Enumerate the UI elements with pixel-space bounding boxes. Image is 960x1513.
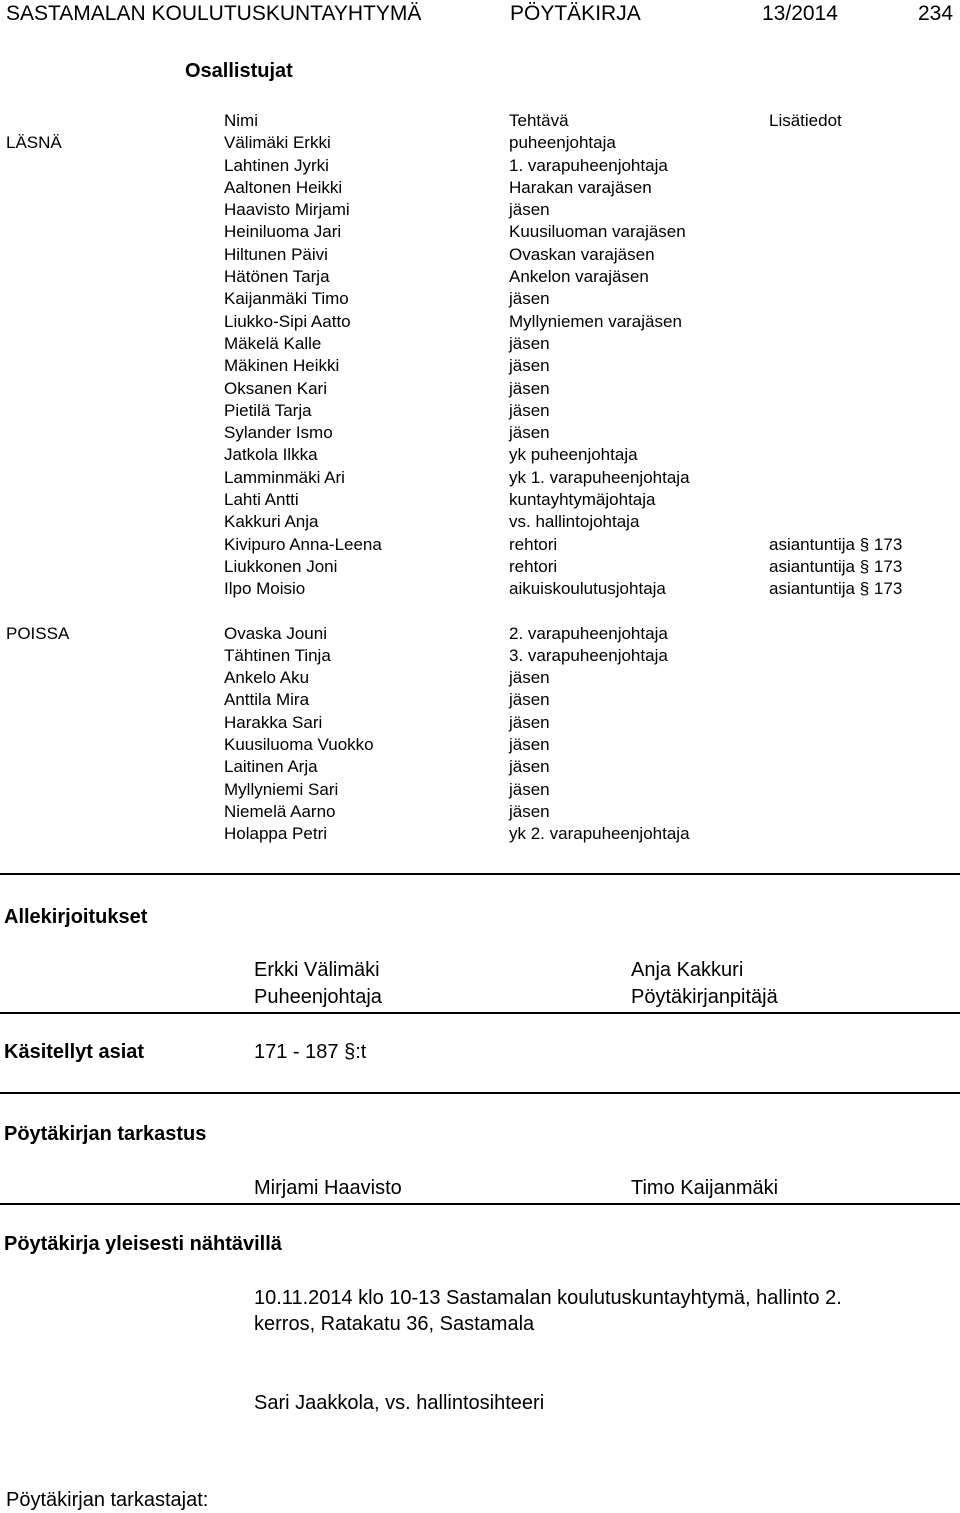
participant-role: jäsen xyxy=(509,356,550,376)
column-header-role: Tehtävä xyxy=(509,111,569,130)
participants-title: Osallistujat xyxy=(185,60,293,82)
participant-name: Lahti Antti xyxy=(224,490,299,510)
participant-name: Hätönen Tarja xyxy=(224,267,330,287)
participant-role: jäsen xyxy=(509,690,550,710)
participant-role: jäsen xyxy=(509,735,550,755)
public-display-line-2: kerros, Ratakatu 36, Sastamala xyxy=(254,1313,535,1335)
participant-name: Ovaska Jouni xyxy=(224,623,327,643)
participant-name: Hiltunen Päivi xyxy=(224,244,328,264)
divider xyxy=(0,873,960,875)
participant-role: vs. hallintojohtaja xyxy=(509,512,640,532)
page-number: 234 xyxy=(918,2,954,25)
attendance-table xyxy=(0,110,960,846)
table-row xyxy=(0,734,960,756)
table-row xyxy=(0,689,960,711)
table-row xyxy=(0,667,960,689)
absent-list xyxy=(0,623,960,846)
table-row xyxy=(0,266,960,288)
participant-role: Kuusiluoman varajäsen xyxy=(509,222,686,242)
table-row xyxy=(0,467,960,489)
table-row xyxy=(0,400,960,422)
table-row xyxy=(0,578,960,600)
table-row xyxy=(0,244,960,266)
participant-name: Laitinen Arja xyxy=(224,757,318,777)
table-row xyxy=(0,489,960,511)
participant-name: Heiniluoma Jari xyxy=(224,222,342,242)
participant-info: asiantuntija § 173 xyxy=(769,579,903,599)
public-display-signer: Sari Jaakkola, vs. hallintosihteeri xyxy=(254,1392,545,1414)
table-row xyxy=(0,444,960,466)
participant-name: Liukko-Sipi Aatto xyxy=(224,311,351,331)
participant-name: Aaltonen Heikki xyxy=(224,177,343,197)
table-row xyxy=(0,221,960,243)
organization-name: SASTAMALAN KOULUTUSKUNTAYHTYMÄ xyxy=(6,2,422,25)
participant-name: Niemelä Aarno xyxy=(224,801,336,821)
participant-role: yk puheenjohtaja xyxy=(509,445,638,465)
participant-name: Mäkinen Heikki xyxy=(224,356,340,376)
participant-role: yk 1. varapuheenjohtaja xyxy=(509,467,690,487)
participant-info: asiantuntija § 173 xyxy=(769,534,903,554)
public-display-line-1: 10.11.2014 klo 10-13 Sastamalan koulutuskuntayhtymä, hallinto 2. xyxy=(254,1287,842,1309)
participant-name: Välimäki Erkki xyxy=(224,133,331,153)
reviewers-label: Pöytäkirjan tarkastajat: xyxy=(6,1489,209,1511)
secretary-role: Pöytäkirjanpitäjä xyxy=(631,986,778,1008)
public-display-title: Pöytäkirja yleisesti nähtävillä xyxy=(4,1233,282,1255)
participant-name: Myllyniemi Sari xyxy=(224,779,339,799)
participant-name: Kivipuro Anna-Leena xyxy=(224,534,382,554)
participant-name: Mäkelä Kalle xyxy=(224,333,322,353)
attendance-group-label: POISSA xyxy=(6,623,70,643)
participant-role: jäsen xyxy=(509,289,550,309)
chair-name: Erkki Välimäki xyxy=(254,959,380,981)
table-row xyxy=(0,132,960,154)
participant-info: asiantuntija § 173 xyxy=(769,556,903,576)
column-header-name: Nimi xyxy=(224,111,258,130)
present-list xyxy=(0,132,960,600)
participant-name: Lahtinen Jyrki xyxy=(224,155,329,175)
participant-role: jäsen xyxy=(509,333,550,353)
participant-role: rehtori xyxy=(509,556,558,576)
participant-name: Kaijanmäki Timo xyxy=(224,289,349,309)
participant-name: Ankelo Aku xyxy=(224,668,310,688)
participant-role: jäsen xyxy=(509,200,550,220)
participant-role: kuntayhtymäjohtaja xyxy=(509,490,656,510)
table-row xyxy=(0,623,960,645)
participant-role: jäsen xyxy=(509,757,550,777)
reviewer-1-name: Mirjami Haavisto xyxy=(254,1177,402,1199)
participant-role: jäsen xyxy=(509,779,550,799)
participant-name: Lamminmäki Ari xyxy=(224,467,345,487)
divider xyxy=(0,1092,960,1094)
participant-role: aikuiskoulutusjohtaja xyxy=(509,579,666,599)
participant-role: jäsen xyxy=(509,801,550,821)
participant-role: jäsen xyxy=(509,378,550,398)
reviewer-2-name: Timo Kaijanmäki xyxy=(631,1177,779,1199)
table-row xyxy=(0,333,960,355)
table-row xyxy=(0,556,960,578)
table-row xyxy=(0,712,960,734)
table-row xyxy=(0,823,960,845)
participant-name: Holappa Petri xyxy=(224,824,328,844)
participant-name: Tähtinen Tinja xyxy=(224,645,331,665)
signatures-title: Allekirjoitukset xyxy=(4,906,148,928)
divider xyxy=(0,1203,960,1205)
participant-name: Kuusiluoma Vuokko xyxy=(224,735,374,755)
table-row xyxy=(0,801,960,823)
participant-name: Anttila Mira xyxy=(224,690,310,710)
document-number: 13/2014 xyxy=(762,2,838,25)
participant-role: 2. varapuheenjohtaja xyxy=(509,623,668,643)
table-row xyxy=(0,288,960,310)
table-row xyxy=(0,355,960,377)
table-row xyxy=(0,199,960,221)
chair-role: Puheenjohtaja xyxy=(254,986,382,1008)
table-row xyxy=(0,645,960,667)
participant-name: Jatkola Ilkka xyxy=(224,445,318,465)
review-title: Pöytäkirjan tarkastus xyxy=(4,1123,207,1145)
participant-role: yk 2. varapuheenjohtaja xyxy=(509,824,690,844)
participant-role: puheenjohtaja xyxy=(509,133,616,153)
participant-name: Sylander Ismo xyxy=(224,423,333,443)
participant-name: Kakkuri Anja xyxy=(224,512,319,532)
participant-name: Harakka Sari xyxy=(224,712,323,732)
divider xyxy=(0,1012,960,1014)
table-row xyxy=(0,422,960,444)
participant-role: 3. varapuheenjohtaja xyxy=(509,645,668,665)
table-row xyxy=(0,155,960,177)
participant-role: Myllyniemen varajäsen xyxy=(509,311,682,331)
secretary-name: Anja Kakkuri xyxy=(631,959,744,981)
table-row xyxy=(0,378,960,400)
participant-role: rehtori xyxy=(509,534,558,554)
participant-role: Ankelon varajäsen xyxy=(509,267,649,287)
participant-name: Liukkonen Joni xyxy=(224,556,338,576)
table-row xyxy=(0,779,960,801)
table-row xyxy=(0,177,960,199)
participant-role: 1. varapuheenjohtaja xyxy=(509,155,668,175)
participant-role: jäsen xyxy=(509,423,550,443)
attendance-group-label: LÄSNÄ xyxy=(6,133,62,153)
column-header-info: Lisätiedot xyxy=(769,111,842,130)
attendance-header-row xyxy=(0,110,960,132)
table-row xyxy=(0,756,960,778)
participant-name: Oksanen Kari xyxy=(224,378,327,398)
participant-name: Pietilä Tarja xyxy=(224,400,312,420)
participant-role: jäsen xyxy=(509,400,550,420)
participant-name: Ilpo Moisio xyxy=(224,579,306,599)
handled-items-title: Käsitellyt asiat xyxy=(4,1041,145,1063)
participant-role: jäsen xyxy=(509,668,550,688)
participant-name: Haavisto Mirjami xyxy=(224,200,350,220)
table-row xyxy=(0,534,960,556)
table-row xyxy=(0,311,960,333)
participant-role: Ovaskan varajäsen xyxy=(509,244,655,264)
participant-role: Harakan varajäsen xyxy=(509,177,652,197)
participant-role: jäsen xyxy=(509,712,550,732)
table-row xyxy=(0,511,960,533)
handled-items-value: 171 - 187 §:t xyxy=(254,1041,367,1063)
document-type: PÖYTÄKIRJA xyxy=(510,2,641,25)
